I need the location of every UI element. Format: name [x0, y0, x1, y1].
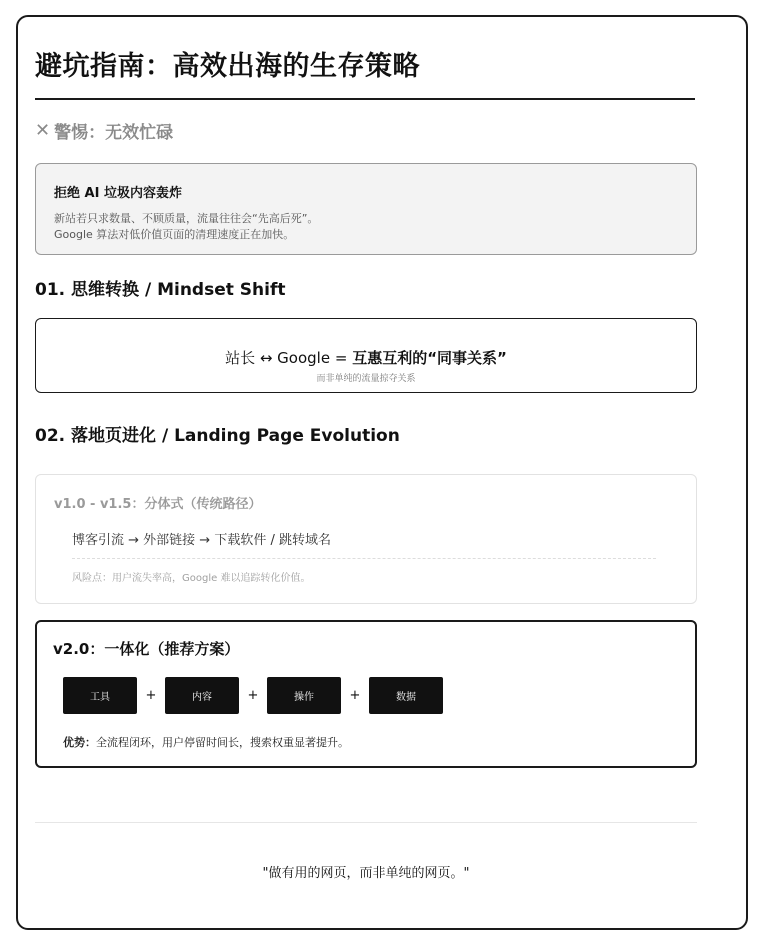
mindset-emphasis: 互惠互利的“同事关系” — [352, 349, 507, 367]
mindset-prefix: 站长 ↔ Google = — [225, 349, 353, 367]
section-heading-mindset: 01. 思维转换 / Mindset Shift — [35, 280, 286, 300]
v2-card — [35, 620, 697, 768]
section-heading-landing: 02. 落地页进化 / Landing Page Evolution — [35, 426, 400, 446]
notice-title: 拒绝 AI 垃圾内容轰炸 — [54, 186, 182, 201]
chip-operation: 操作 — [267, 677, 341, 714]
mindset-subtitle: 而非单纯的流量掠夺关系 — [316, 374, 416, 384]
mindset-statement — [36, 347, 696, 368]
v2-advantage — [63, 734, 679, 750]
chip-tool: 工具 — [63, 677, 137, 714]
notice-line-1: 新站若只求数量、不顾质量，流量往往会“先高后死”。 — [54, 212, 319, 225]
title-divider — [35, 98, 695, 100]
plus-sign: + — [145, 688, 157, 703]
warning-heading — [35, 118, 173, 143]
page-title: 避坑指南：高效出海的生存策略 — [35, 51, 420, 82]
chip-data: 数据 — [369, 677, 443, 714]
plus-sign: + — [349, 688, 361, 703]
footer-divider — [35, 822, 697, 823]
dashed-divider — [72, 558, 656, 559]
mindset-box — [35, 318, 697, 393]
advantage-label: 优势： — [63, 736, 96, 749]
footer-quote: "做有用的网页，而非单纯的网页。" — [262, 866, 470, 881]
warning-label: 警惕：无效忙碌 — [54, 123, 174, 143]
v1-risk-note: 风险点：用户流失率高，Google 难以追踪转化价值。 — [72, 573, 311, 584]
v2-title: v2.0：一体化（推荐方案） — [53, 640, 240, 658]
advantage-text: 全流程闭环，用户停留时间长，搜索权重显著提升。 — [96, 736, 349, 749]
v1-flow: 博客引流 → 外部链接 → 下载软件 / 跳转域名 — [72, 533, 331, 548]
v1-title: v1.0 - v1.5：分体式（传统路径） — [54, 497, 262, 512]
plus-sign: + — [247, 688, 259, 703]
v1-card — [35, 474, 697, 604]
close-icon: ✕ — [35, 120, 51, 141]
content-card — [16, 15, 748, 930]
chip-content: 内容 — [165, 677, 239, 714]
component-chips — [63, 677, 679, 714]
notice-box — [35, 163, 697, 255]
notice-line-2: Google 算法对低价值页面的清理速度正在加快。 — [54, 228, 295, 241]
